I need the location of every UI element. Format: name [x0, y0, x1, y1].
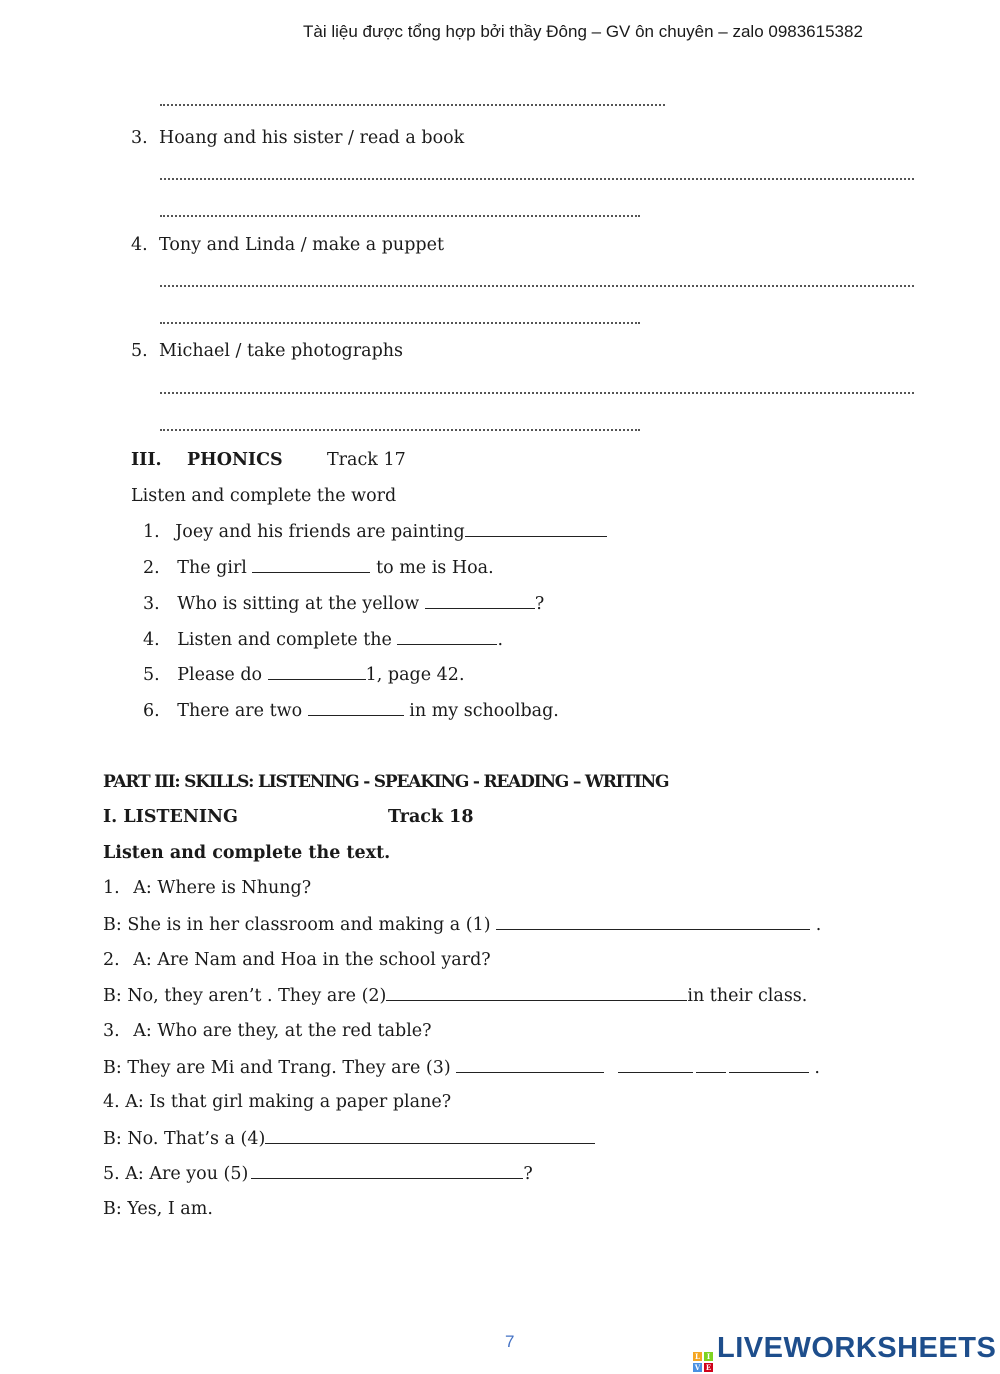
blank-field[interactable] [618, 1057, 693, 1073]
blank-field[interactable] [496, 914, 810, 930]
logo-letter: L [693, 1352, 702, 1361]
answer-line[interactable] [160, 392, 914, 394]
question-text: A: Who are they, at the red table? [133, 1021, 432, 1041]
blank-field[interactable] [425, 593, 535, 609]
page-header: Tài liệu được tổng hợp bởi thầy Đông – GV ôn chuyên – zalo 0983615382 [303, 22, 863, 41]
answer-text: B: They are Mi and Trang. They are (3) [103, 1058, 451, 1078]
question-b [103, 1057, 820, 1078]
question-a [103, 1163, 533, 1184]
blank-field[interactable] [397, 629, 497, 645]
item-text-after: in my schoolbag. [403, 701, 559, 721]
item-text-after: to me is Hoa. [376, 558, 494, 578]
item-text: Please do [177, 665, 268, 685]
list-item [143, 664, 465, 685]
question-num: 3. [103, 1021, 120, 1041]
logo-icon [693, 1352, 713, 1372]
item-text: Listen and complete the [177, 630, 398, 650]
blank-field[interactable] [386, 985, 687, 1001]
blank-field[interactable] [308, 700, 404, 716]
answer-text: B: Yes, I am. [103, 1199, 213, 1219]
part-title: PART III: SKILLS: LISTENING - SPEAKING - READING – WRITING [103, 772, 669, 792]
item-text: Who is sitting at the yellow [177, 594, 425, 614]
logo-letter: I [704, 1352, 713, 1361]
answer-line[interactable] [160, 285, 914, 287]
instruction: Listen and complete the text. [103, 843, 391, 863]
question-num: 1. [103, 878, 120, 898]
question-text: A: Where is Nhung? [133, 878, 312, 898]
logo-letter: V [694, 1363, 701, 1372]
item-text-after: ? [534, 594, 545, 614]
answer-line[interactable] [160, 429, 640, 431]
list-item [143, 593, 544, 614]
answer-line[interactable] [160, 104, 665, 106]
blank-field[interactable] [456, 1057, 604, 1073]
question-b [103, 914, 821, 935]
item-num: 2. [143, 558, 160, 578]
exercise-item-num: 5. [131, 341, 148, 361]
blank-field[interactable] [465, 521, 607, 537]
logo-text: LIVEWORKSHEETS [717, 1332, 997, 1364]
list-item [143, 521, 607, 542]
item-text-after: . [497, 630, 504, 650]
blank-field[interactable] [268, 664, 366, 680]
answer-end: . [814, 1058, 820, 1078]
question-end: ? [523, 1164, 533, 1184]
item-text: There are two [177, 701, 308, 721]
item-text: Joey and his friends are painting [175, 522, 465, 542]
track-label: Track 17 [327, 450, 406, 470]
answer-line[interactable] [160, 215, 640, 217]
question-a [103, 1021, 432, 1041]
exercise-item-prompt: Tony and Linda / make a puppet [159, 235, 444, 255]
blank-field[interactable] [251, 1163, 523, 1179]
list-item [143, 557, 494, 578]
item-text: The girl [177, 558, 247, 578]
instruction: Listen and complete the word [131, 486, 397, 506]
question-b [103, 1128, 595, 1149]
blank-field[interactable] [252, 557, 370, 573]
question-num: 2. [103, 950, 120, 970]
exercise-item-num: 3. [131, 128, 148, 148]
liveworksheets-logo [693, 1332, 996, 1372]
question-text: 5. A: Are you (5) [103, 1164, 249, 1184]
answer-end: in their class. [687, 986, 808, 1006]
question-a [103, 878, 311, 898]
question-b [103, 985, 807, 1006]
blank-field[interactable] [729, 1057, 809, 1073]
answer-end: . [815, 915, 822, 935]
item-text-after: 1, page 42. [365, 665, 465, 685]
exercise-item-num: 4. [131, 235, 148, 255]
answer-line[interactable] [160, 322, 640, 324]
section-title: I. LISTENING [103, 807, 238, 827]
answer-text: B: No, they aren’t . They are (2) [103, 986, 387, 1006]
blank-field[interactable] [265, 1128, 595, 1144]
question-text: A: Are Nam and Hoa in the school yard? [133, 950, 491, 970]
list-item [143, 700, 559, 721]
item-num: 3. [143, 594, 160, 614]
answer-line[interactable] [160, 178, 914, 180]
blank-field[interactable] [696, 1057, 726, 1073]
answer-text: B: She is in her classroom and making a (1) [103, 915, 491, 935]
item-num: 5. [143, 665, 160, 685]
section-roman: III. [131, 450, 162, 470]
item-num: 6. [143, 701, 160, 721]
page-number: 7 [505, 1332, 515, 1351]
question-a [103, 950, 491, 970]
exercise-item-prompt: Hoang and his sister / read a book [159, 128, 465, 148]
list-item [143, 629, 503, 650]
section-title: PHONICS [187, 450, 283, 470]
item-num: 4. [143, 630, 160, 650]
item-num: 1. [143, 522, 160, 542]
question-text: 4. A: Is that girl making a paper plane? [103, 1092, 452, 1112]
answer-text: B: No. That’s a (4) [103, 1129, 266, 1149]
exercise-item-prompt: Michael / take photographs [159, 341, 404, 361]
logo-letter: E [705, 1363, 712, 1372]
track-label: Track 18 [388, 807, 474, 827]
